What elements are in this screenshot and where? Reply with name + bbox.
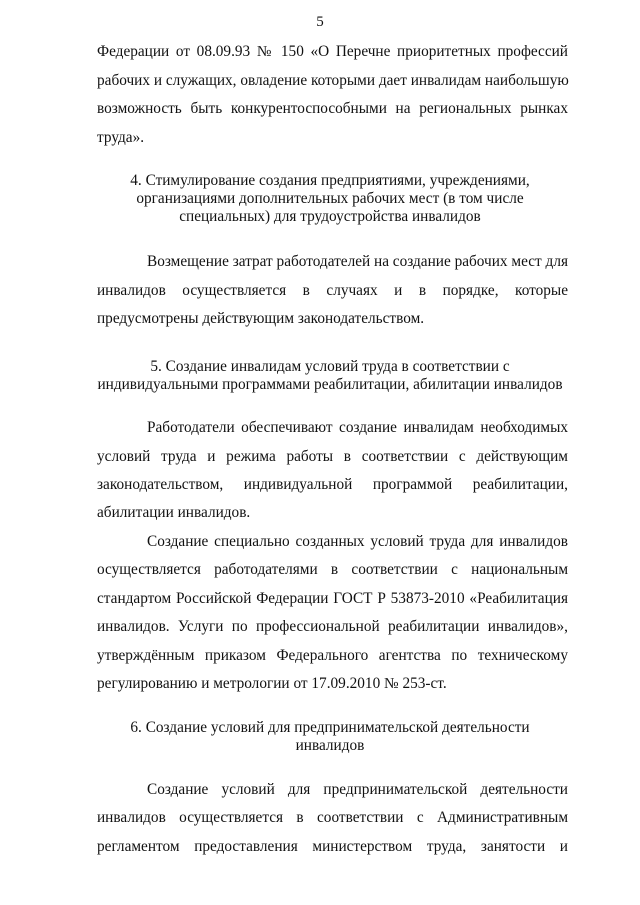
section-5-paragraph-line: Работодатели обеспечивают создание инвалидам необходимых [147,419,568,436]
section-5-heading: индивидуальными программами реабилитации, абилитации инвалидов [97,376,563,393]
section-4-heading: специальных) для трудоустройства инвалидов [179,208,481,225]
section-4-paragraph-line: Возмещение затрат работодателей на создание рабочих мест для [147,253,568,270]
section-6-heading: инвалидов [295,737,365,754]
intro-line: возможность быть конкурентоспособными на региональных рынках [97,100,568,117]
section-5-paragraph-line: абилитации инвалидов. [97,504,251,521]
section-6-heading: 6. Создание условий для предпринимательской деятельности [130,719,530,736]
section-5-paragraph-line: осуществляется работодателями в соответствии с национальным [97,561,568,578]
section-5-paragraph-line: стандартом Российской Федерации ГОСТ Р 53873-2010 «Реабилитация [97,590,568,607]
section-6-paragraph-line: инвалидов осуществляется в соответствии с Административным [97,809,568,826]
section-4-paragraph-line: предусмотрены действующим законодательством. [97,310,425,327]
section-5-paragraph-line: регулированию и метрологии от 17.09.2010 № 253-ст. [97,675,447,692]
section-4-paragraph-line: инвалидов осуществляется в случаях и в порядке, которые [97,282,568,299]
section-5-paragraph-line: утверждённым приказом Федерального агентства по техническому [97,647,568,664]
section-5-heading: 5. Создание инвалидам условий труда в соответствии с [150,358,510,375]
section-5-paragraph-line: условий труда и режима работы в соответствии с действующим [97,448,568,465]
intro-line: труда». [97,129,145,146]
section-5-paragraph-line: законодательством, индивидуальной программой реабилитации, [97,476,568,493]
section-6-paragraph-line: регламентом предоставления министерством труда, занятости и [97,838,568,855]
section-5-paragraph-line: Создание специально созданных условий труда для инвалидов [147,533,568,550]
intro-line: Федерации от 08.09.93 № 150 «О Перечне приоритетных профессий [97,43,568,60]
section-4-heading: организациями дополнительных рабочих мест (в том числе [136,190,524,207]
intro-line: рабочих и служащих, овладение которыми дает инвалидам наибольшую [97,72,569,89]
section-6-paragraph-line: Создание условий для предпринимательской деятельности [147,781,568,798]
section-5-paragraph-line: инвалидов. Услуги по профессиональной реабилитации инвалидов», [97,618,568,635]
page-number: 5 [316,14,324,30]
section-4-heading: 4. Стимулирование создания предприятиями, учреждениями, [130,172,530,189]
